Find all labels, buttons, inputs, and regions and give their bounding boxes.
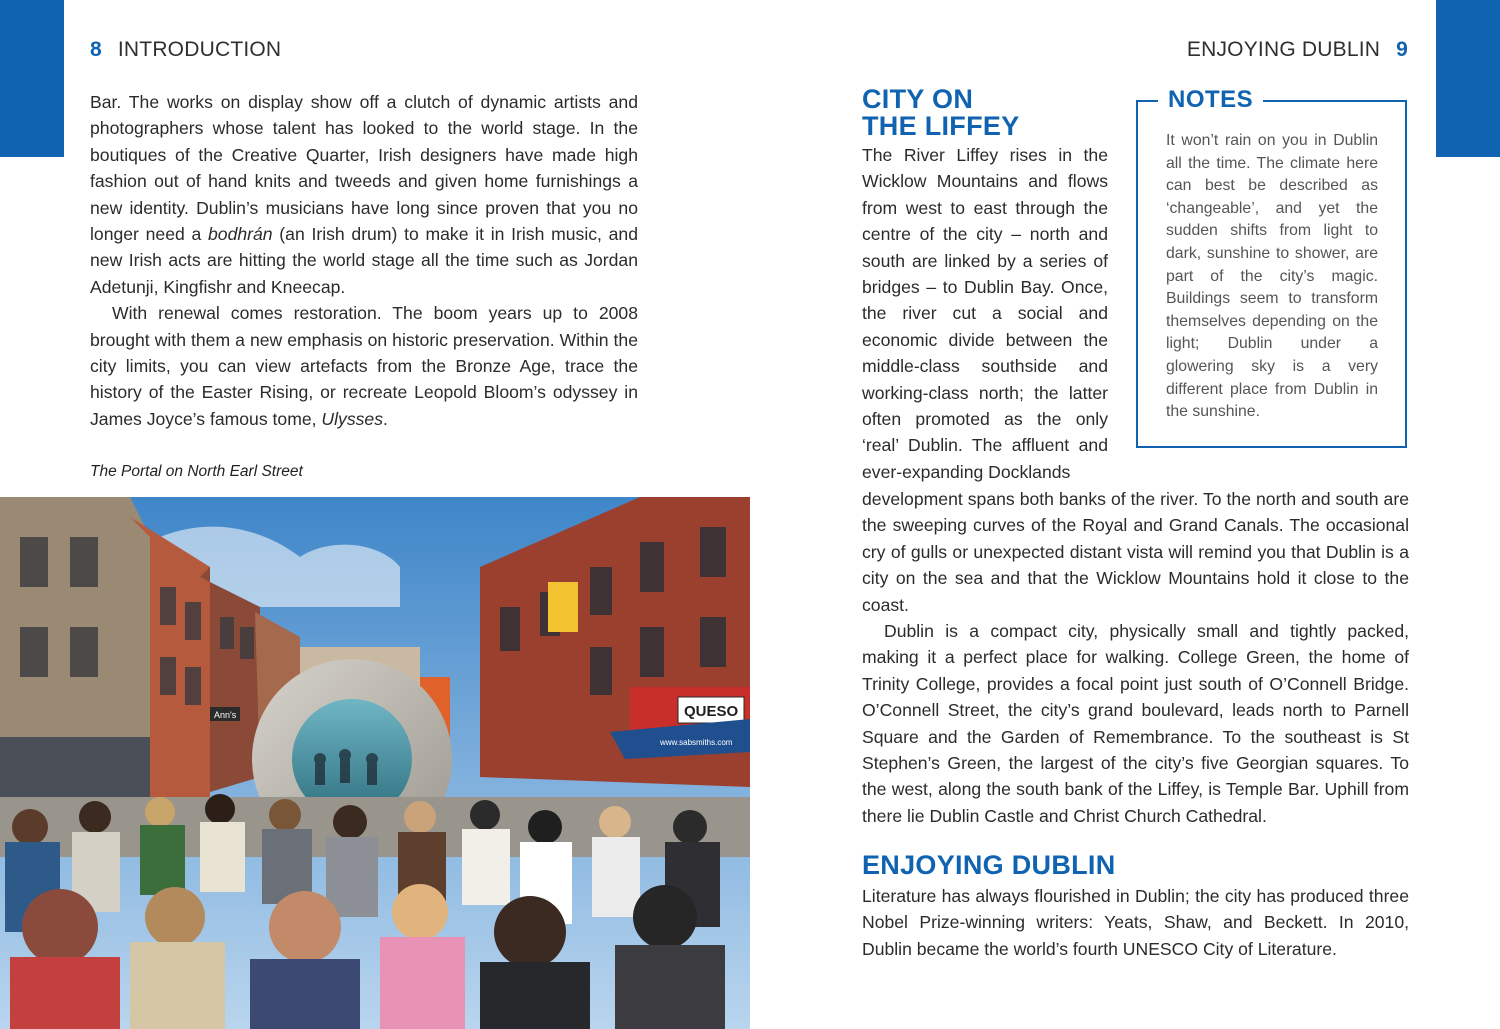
enjoying-dublin-text: Literature has always flourished in Dublin; the city has produced three Nobel Prize-winning writers: Yeats, Shaw, and Beckett. In 2010, Dublin became the world’s fourth UNESCO City of Literature. xyxy=(862,886,1409,959)
left-thumb-tab xyxy=(0,0,64,157)
enjoying-dublin-heading: ENJOYING DUBLIN xyxy=(862,850,1116,880)
notes-title: NOTES xyxy=(1158,86,1263,114)
right-section-title: ENJOYING DUBLIN xyxy=(1186,38,1381,61)
left-paragraph-1: Bar. The works on display show off a clutch of dynamic artists and photographers whose talent has looked to the world stage. In the boutiques of the Creative Quarter, Irish designers have made high fashion out of hand knits and tweeds and given home furnishings a new identity. Dublin’s musicians have long since proven that you no longer need a bodhrán (an Irish drum) to make it in Irish music, and new Irish acts are hitting the world stage all the time such as Jordan Adetunji, Kingfishr and Kneecap. xyxy=(90,92,638,297)
street-photo xyxy=(0,497,750,1029)
left-page-number: 8 xyxy=(90,38,102,61)
left-section-title: INTRODUCTION xyxy=(117,38,282,61)
left-running-header xyxy=(90,38,281,62)
notes-text: It won’t rain on you in Dublin all the time. The climate here can best be described as ‘changeable’, and yet the sudden shifts from light to dark, sunshine to shower, are part of the city’s magic. Buildings seem to transform themselves depending on the light; Dublin under a glowering sky is a very different place from Dublin in the sunshine. xyxy=(1166,132,1378,421)
right-thumb-tab xyxy=(1436,0,1500,157)
photo-caption: The Portal on North Earl Street xyxy=(90,463,303,480)
liffey-paragraph-1-continued: development spans both banks of the river. To the north and south are the sweeping curves of the Royal and Grand Canals. The occasional cry of gulls or unexpected distant vista will remind you that Dublin is a city on the sea and that the Wicklow Mountains hold it close to the coast. xyxy=(862,489,1409,615)
queso-sign: QUESO xyxy=(684,703,739,720)
liffey-column-text: The River Liffey rises in the Wicklow Mountains and flows from west to east through the centre of the city – north and south are linked by a series of bridges – to Dublin Bay. Once, the river cut a social and economic divide between the middle-class southside and working-class north; the latter often promoted as the only ‘real’ Dublin. The affluent and ever-expanding Docklands xyxy=(862,145,1108,482)
shop-sign: Ann's xyxy=(214,710,237,720)
right-page-number: 9 xyxy=(1396,38,1408,61)
left-paragraph-2: With renewal comes restoration. The boom years up to 2008 brought with them a new emphasis on historic preservation. Within the city limits, you can view artefacts from the Bronze Age, trace the history of the Easter Rising, or recreate Leopold Bloom’s odyssey in James Joyce’s famous tome, Ulysses. xyxy=(90,303,638,429)
right-running-header xyxy=(1187,38,1408,62)
left-body-text xyxy=(90,89,638,432)
liffey-full-width-text xyxy=(862,486,1409,829)
awning-text: www.sabsmiths.com xyxy=(660,738,733,747)
city-on-the-liffey-heading: CITY ON THE LIFFEY xyxy=(862,84,1020,141)
liffey-paragraph-2: Dublin is a compact city, physically small and tightly packed, making it a perfect place for walking. College Green, the home of Trinity College, provides a focal point just south of O’Connell Bridge. O’Connell Street, the city’s grand boulevard, leads north to Parnell Square and the Garden of Remembrance. To the southeast is St Stephen’s Green, the largest of the city’s five Georgian squares. To the west, along the south bank of the Liffey, is Temple Bar. Uphill from there lie Dublin Castle and Christ Church Cathedral. xyxy=(862,621,1409,826)
